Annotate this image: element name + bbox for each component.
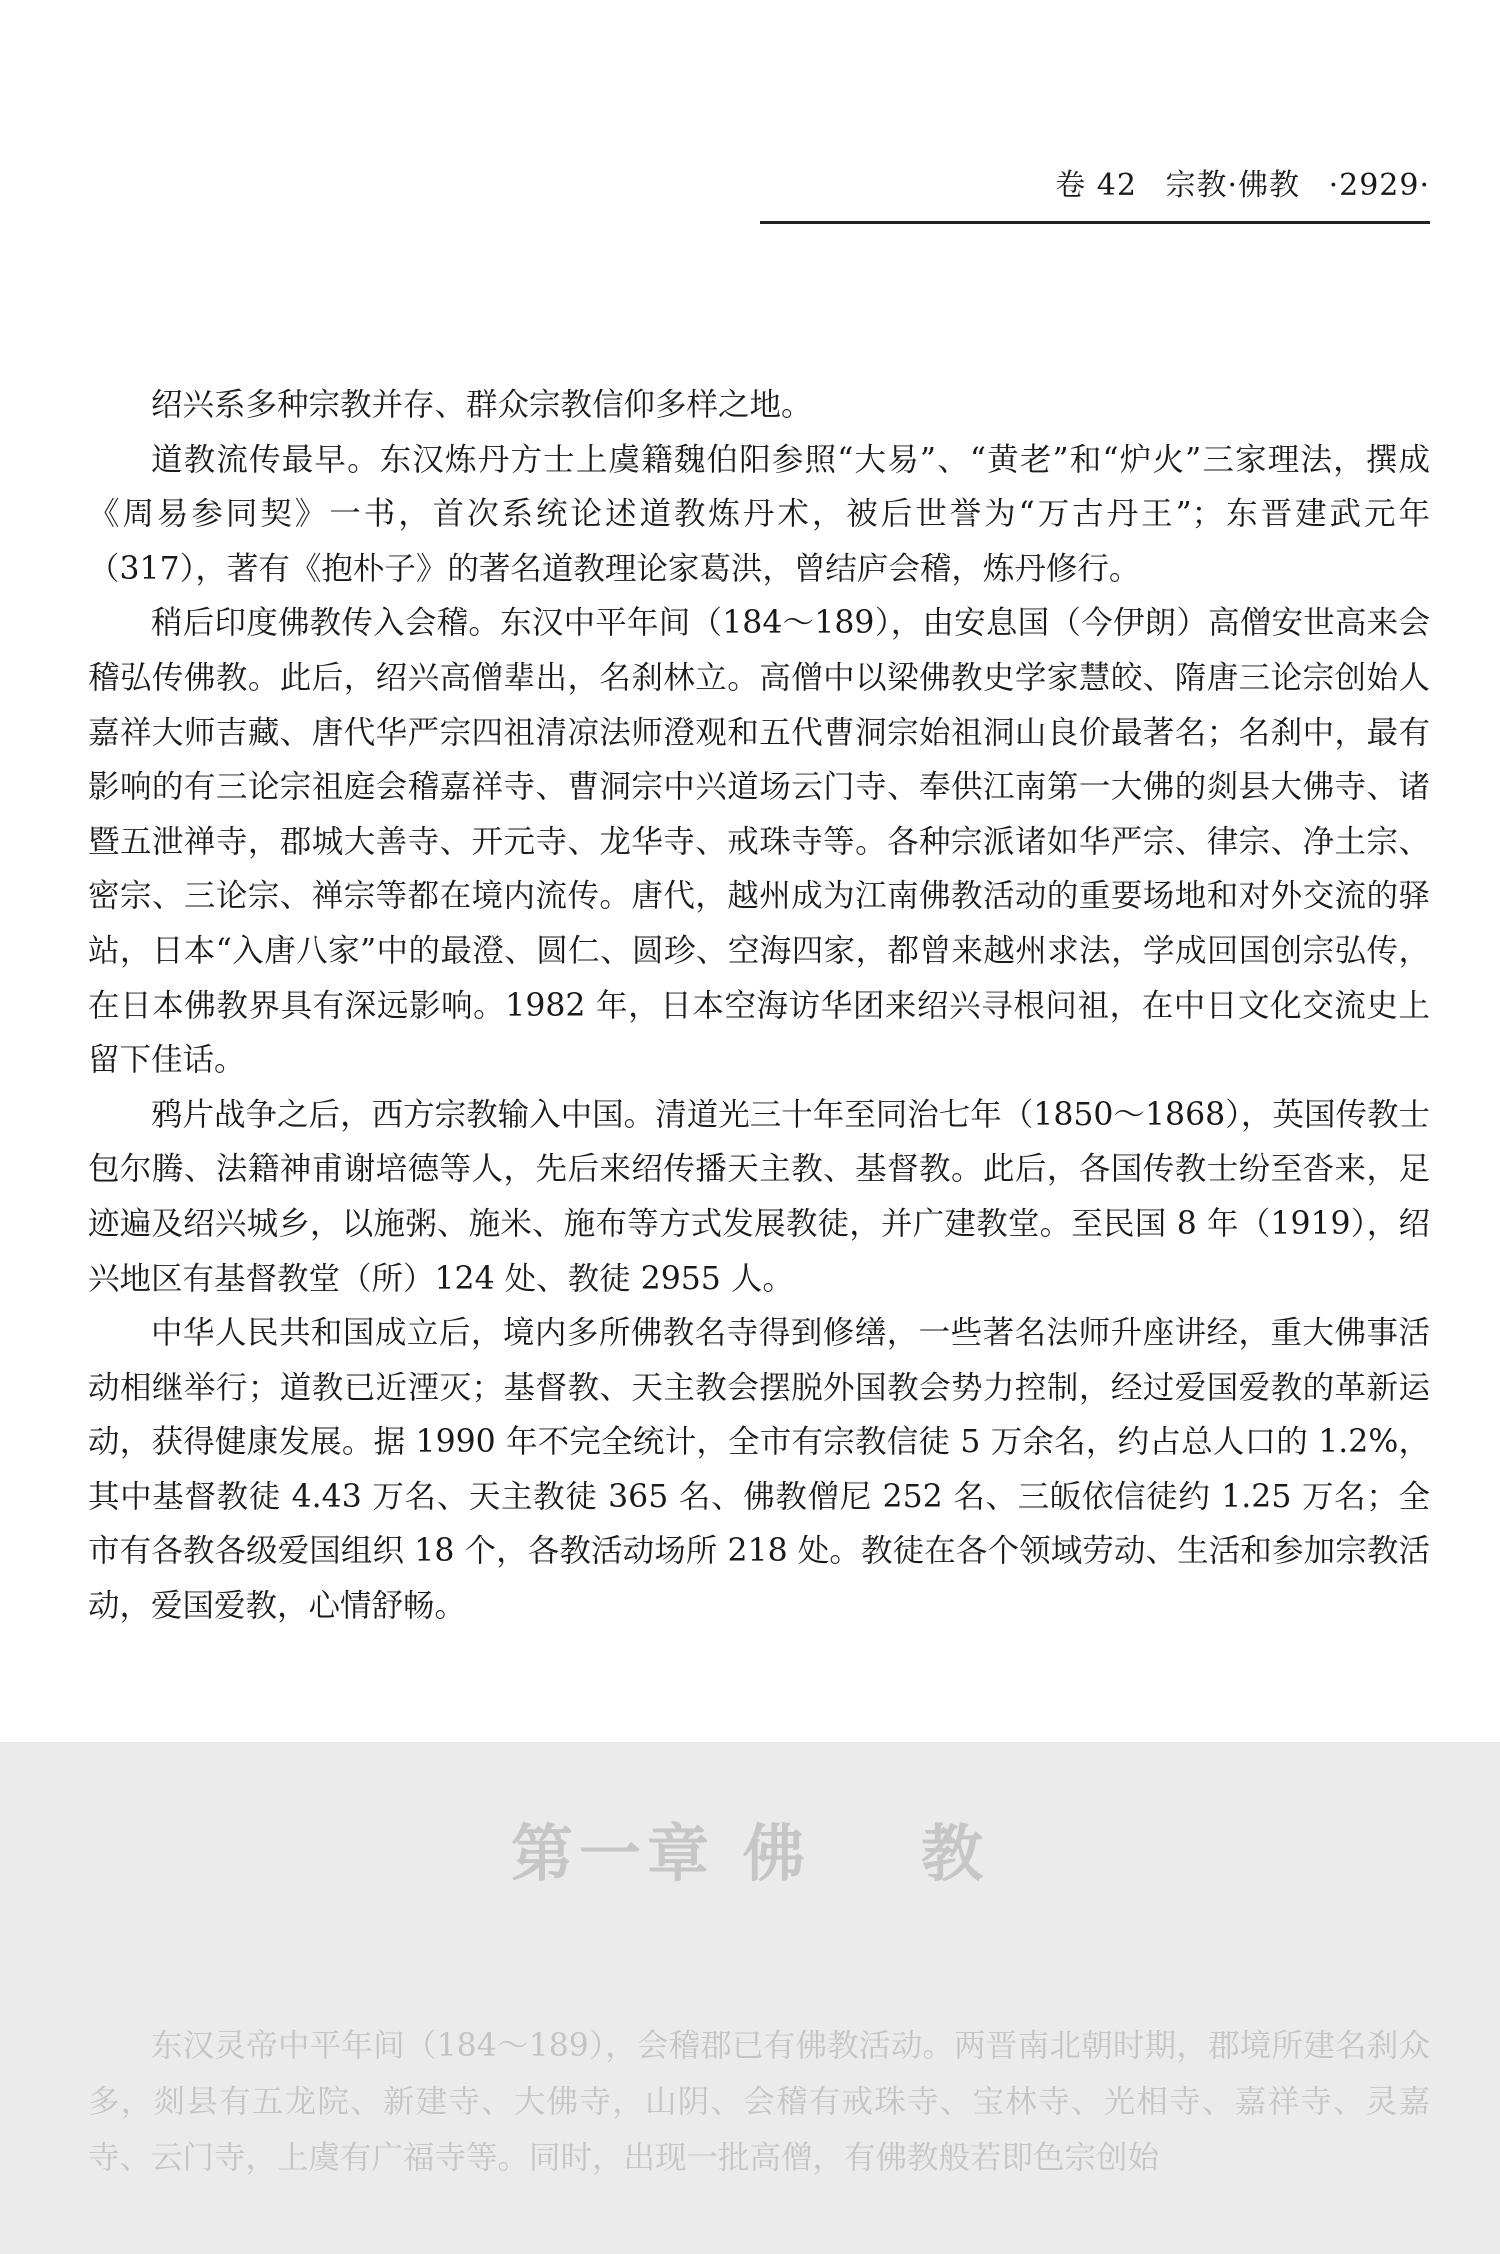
volume-label: 卷 42	[1055, 168, 1137, 203]
section-label: 宗教·佛教	[1165, 168, 1301, 203]
chapter-intro: 东汉灵帝中平年间（184～189），会稽郡已有佛教活动。两晋南北朝时期，郡境所建名刹众多，剡县有五龙院、新建寺、大佛寺，山阴、会稽有戒珠寺、宝林寺、光相寺、嘉祥寺、灵嘉寺、云门寺，上虞有广福寺等。同时，出现一批高僧，有佛教般若即色宗创始	[88, 2028, 1430, 2176]
running-head-text	[1037, 160, 1430, 204]
chapter-title: 第一章 佛 教	[511, 1817, 989, 1890]
paragraph: 中华人民共和国成立后，境内多所佛教名寺得到修缮，一些著名法师升座讲经，重大佛事活动相继举行；道教已近湮灭；基督教、天主教会摆脱外国教会势力控制，经过爱国爱教的革新运动，获得健康发展。据 1990 年不完全统计，全市有宗教信徒 5 万余名，约占总人口的 1.2%，其中基督教徒 4.43 万名、天主教徒 365 名、佛教僧尼 252 名、三皈依信徒约 1.25 万名；全市有各教各级爱国组织 18 个，各教活动场所 218 处。教徒在各个领域劳动、生活和参加宗教活动，爱国爱教，心情舒畅。	[88, 1315, 1430, 1625]
chapter-section	[0, 1742, 1500, 2254]
page-number: ·2929·	[1328, 168, 1430, 203]
running-head	[760, 152, 1430, 202]
body-text	[88, 378, 1430, 1634]
paragraph: 鸦片战争之后，西方宗教输入中国。清道光三十年至同治七年（1850～1868），英国传教士包尔腾、法籍神甫谢培德等人，先后来绍传播天主教、基督教。此后，各国传教士纷至沓来，足迹遍及绍兴城乡，以施粥、施米、施布等方式发展教徒，并广建教堂。至民国 8 年（1919），绍兴地区有基督教堂（所）124 处、教徒 2955 人。	[88, 1096, 1430, 1297]
paragraph: 稍后印度佛教传入会稽。东汉中平年间（184～189），由安息国（今伊朗）高僧安世高来会稽弘传佛教。此后，绍兴高僧辈出，名刹林立。高僧中以梁佛教史学家慧皎、隋唐三论宗创始人嘉祥大师吉藏、唐代华严宗四祖清凉法师澄观和五代曹洞宗始祖洞山良价最著名；名刹中，最有影响的有三论宗祖庭会稽嘉祥寺、曹洞宗中兴道场云门寺、奉供江南第一大佛的剡县大佛寺、诸暨五泄禅寺，郡城大善寺、开元寺、龙华寺、戒珠寺等。各种宗派诸如华严宗、律宗、净土宗、密宗、三论宗、禅宗等都在境内流传。唐代，越州成为江南佛教活动的重要场地和对外交流的驿站，日本“入唐八家”中的最澄、圆仁、圆珍、空海四家，都曾来越州求法，学成回国创宗弘传，在日本佛教界具有深远影响。1982 年，日本空海访华团来绍兴寻根问祖，在中日文化交流史上留下佳话。	[88, 605, 1430, 1079]
header-rule	[760, 221, 1430, 224]
paragraph: 绍兴系多种宗教并存、群众宗教信仰多样之地。	[151, 387, 813, 423]
paragraph: 道教流传最早。东汉炼丹方士上虞籍魏伯阳参照“大易”、“黄老”和“炉火”三家理法，撰成《周易参同契》一书，首次系统论述道教炼丹术，被后世誉为“万古丹王”；东晋建武元年（317），著有《抱朴子》的著名道教理论家葛洪，曾结庐会稽，炼丹修行。	[88, 441, 1430, 587]
